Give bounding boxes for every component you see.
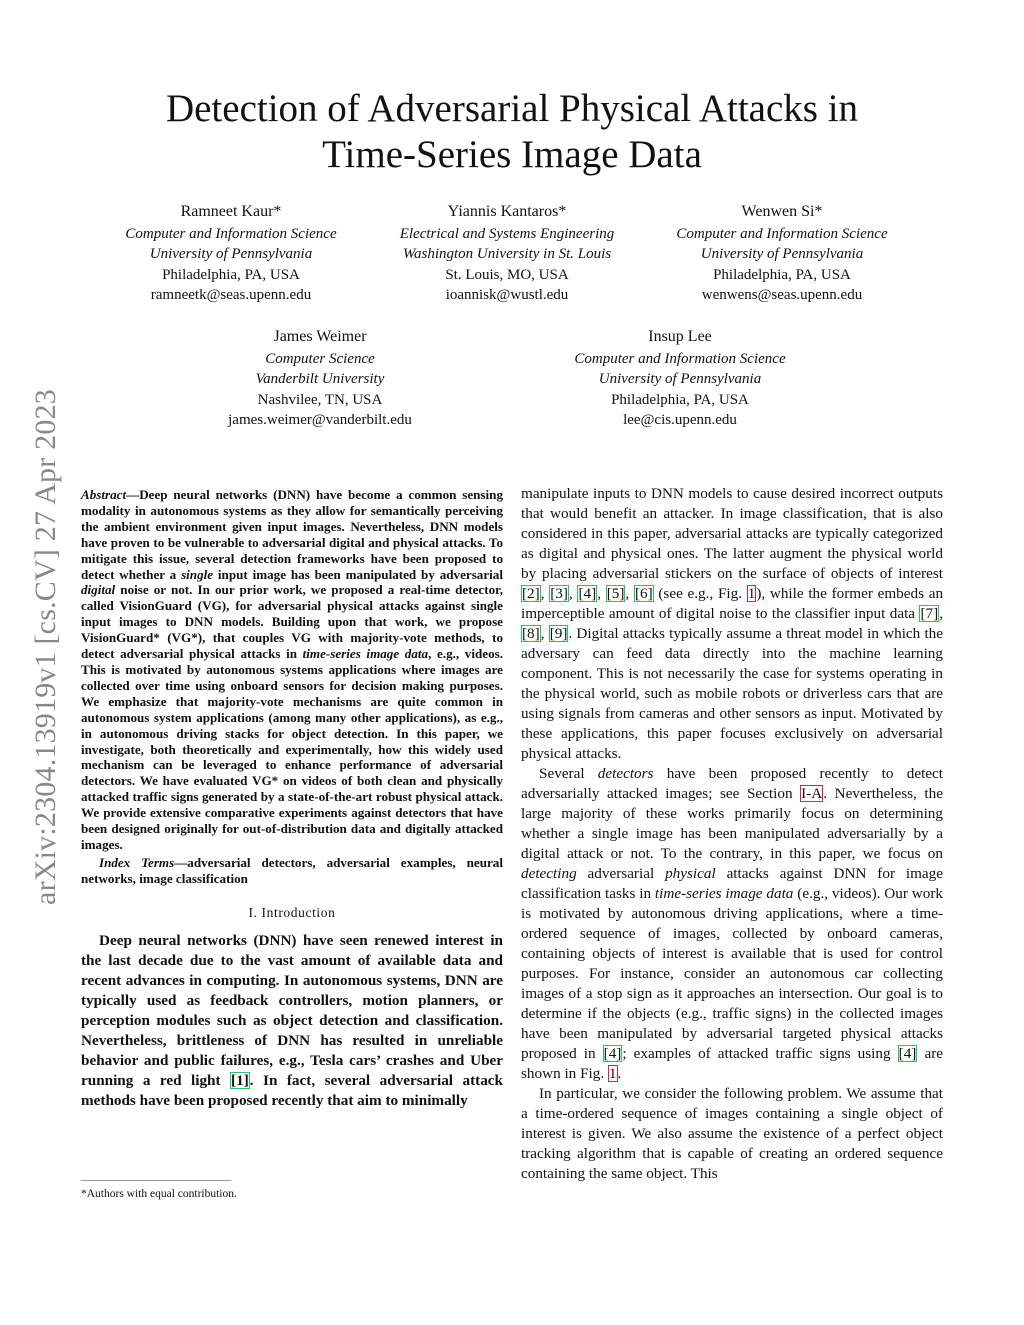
author-city: St. Louis, MO, USA bbox=[445, 266, 569, 283]
author-email[interactable]: james.weimer@vanderbilt.edu bbox=[228, 412, 412, 428]
author-univ: University of Pennsylvania bbox=[700, 246, 864, 262]
citation-link[interactable]: [9] bbox=[549, 625, 568, 642]
body-paragraph bbox=[521, 764, 943, 1084]
arxiv-id: arXiv:2304.13919v1 [cs.CV] 27 Apr 2023 bbox=[29, 389, 63, 905]
citation-link[interactable]: [4] bbox=[898, 1045, 917, 1062]
citation-link[interactable]: [7] bbox=[920, 605, 939, 622]
author-email[interactable]: lee@cis.upenn.edu bbox=[623, 412, 737, 428]
body-text: . Nevertheless, the large majority of these works primarily focus on determining whether a single image has been manipulated adversarially by a digital attack or not. To the contrary, in this paper, we focus on bbox=[521, 785, 943, 862]
author-email[interactable]: ioannisk@wustl.edu bbox=[445, 287, 569, 303]
body-text: . Digital attacks typically assume a threat model in which the adversary can feed data directly into the machine learning component. This is not necessarily the case for systems operating in the physical world, such as mobile robots or driverless cars that are using signals from cameras and other sensors as input. Motivated by these applications, this paper focuses exclusively on adversarial physical attacks. bbox=[521, 625, 943, 762]
citation-link[interactable]: [2] bbox=[522, 585, 540, 602]
index-terms-lead: Index Terms bbox=[99, 854, 175, 870]
author-univ: University of Pennsylvania bbox=[149, 246, 313, 262]
body-text: adversarial bbox=[576, 865, 666, 882]
footnote-rule bbox=[81, 1180, 231, 1181]
author-email[interactable]: wenwens@seas.upenn.edu bbox=[701, 287, 863, 303]
author-city: Philadelphia, PA, USA bbox=[162, 266, 300, 283]
author-city: Nashvilee, TN, USA bbox=[257, 391, 383, 408]
body-emphasis: detectors bbox=[597, 765, 654, 782]
author-dept: Computer and Information Science bbox=[574, 350, 786, 367]
body-paragraph bbox=[521, 1084, 943, 1184]
abstract-text: input image has been manipulated by adversarial bbox=[213, 566, 503, 582]
author-univ: Washington University in St. Louis bbox=[402, 246, 612, 262]
figure-link[interactable]: 1 bbox=[747, 585, 756, 602]
abstract-emphasis: digital bbox=[81, 582, 116, 598]
left-column bbox=[81, 487, 503, 1111]
arxiv-stamp bbox=[18, 352, 74, 942]
citation-link[interactable]: [1] bbox=[231, 1071, 249, 1089]
author-name: Yiannis Kantaros* bbox=[447, 203, 567, 220]
body-text: manipulate inputs to DNN models to cause desired incorrect outputs that would benefit an attacker. In image classification, that is also considered in this paper, adversarial attacks are typically categorized as digital and physical ones. The latter augment the physical world by placing adversarial stickers on the surface of objects of interest bbox=[521, 485, 943, 582]
body-text: (e.g., videos). Our work is motivated by autonomous driving applications, where a time-ordered sequence of images, collected by onboard cameras, containing objects of interest is available that is used for control purposes. For instance, consider an autonomous car collecting images of a stop sign as it approaches an intersection. Our goal is to determine if the objects (e.g., traffic signs) in the collected images have been manipulated by adversarial targeted physical attacks proposed in bbox=[521, 885, 943, 1062]
author-name: James Weimer bbox=[273, 328, 367, 345]
index-terms-text: —adversarial detectors, adversarial examples, neural networks, image classification bbox=[81, 854, 503, 886]
title-line-2: Time-Series Image Data bbox=[322, 133, 702, 176]
body-text: In particular, we consider the following problem. We assume that a time-ordered sequence of images containing a single object of interest is given. We also assume the existence of a perfect object tracking algorithm that is capable of creating an ordered sequence containing the same object. This bbox=[521, 1085, 943, 1182]
abstract-text: noise or not. In our prior work, we proposed a real-time detector, called VisionGuard (VG), for adversarial physical attacks against single input images to DNN models. Building upon that work, we propose VisionGuard* (VG*), that couples VG with majority-vote methods, to detect adversarial physical attacks in bbox=[81, 582, 503, 662]
body-text: ; examples of attacked traffic signs using bbox=[622, 1045, 898, 1062]
body-text: (see e.g., Fig. bbox=[653, 585, 747, 602]
body-text: Several bbox=[539, 765, 598, 782]
citation-link[interactable]: [5] bbox=[606, 585, 625, 602]
section-heading: I. Introduction bbox=[248, 904, 336, 920]
body-text: are shown in Fig. bbox=[521, 1045, 943, 1082]
author-city: Philadelphia, PA, USA bbox=[713, 266, 851, 283]
author-dept: Computer Science bbox=[265, 350, 375, 367]
author-block-1 bbox=[81, 202, 381, 306]
citation-link[interactable]: [6] bbox=[634, 585, 653, 602]
intro-text: Deep neural networks (DNN) have seen renewed interest in the last decade due to the vast amount of available data and recent advances in computing. In autonomous systems, DNN are typically used as feedback controllers, motion planners, or perception modules such as object detection and classification. Nevertheless, brittleness of DNN has resulted in unreliable behavior and public failures, e.g., Tesla cars’ crashes and Uber running a red light bbox=[81, 931, 503, 1089]
author-block-2 bbox=[357, 202, 657, 306]
abstract-emphasis: single bbox=[181, 566, 214, 582]
abstract-text: —Deep neural networks (DNN) have become a common sensing modality in autonomous systems as they allow for semantically perceiving the ambient environment given input images. Nevertheless, DNN models have proven to be vulnerable to adversarial digital and physical attacks. To mitigate this issue, several detection frameworks have been proposed to detect whether a bbox=[81, 487, 503, 582]
author-dept: Electrical and Systems Engineering bbox=[399, 225, 615, 242]
abstract-text: , e.g., videos. This is motivated by autonomous systems applications where images are collected over time using onboard sensors for decision making purposes. We emphasize that majority-vote mechanisms are quite common in autonomous system applications (among many other applications), as e.g., in autonomous driving stacks for object detection. In this paper, we investigate, both theoretically and experimentally, how this widely used mechanism can be leveraged to enhance performance of adversarial detectors. We have evaluated VG* on videos of both clean and physically attacked traffic signs generated by a state-of-the-art robust physical attack. We provide extensive comparative experiments against detectors that have been designed originally for out-of-distribution data and digitally attacked images. bbox=[81, 646, 503, 852]
body-emphasis: detecting bbox=[521, 865, 577, 882]
body-paragraph: manipulate inputs to DNN models to cause desired incorrect outputs that would benefit an attacker. In image classification, that is also considered in this paper, adversarial attacks are typically categorized as digital and physical ones. The latter augment the physical world by placing adversarial stickers on the surface of objects of interest [2], [3], [4], [5], [6] (see e.g., Fig. 1), while the former embeds an imperceptible amount of digital noise to the classifier input data [7], [8], [9]. Digital attacks typically assume a threat model in which the adversary can feed data directly into the machine learning component. This is not necessarily the case for systems operating in the physical world, such as mobile robots or driverless cars that are using signals from cameras and other sensors as input. Motivated by these applications, this paper focuses exclusively on adversarial physical attacks. bbox=[521, 485, 944, 762]
footnote: *Authors with equal contribution. bbox=[81, 1188, 237, 1200]
author-email[interactable]: ramneetk@seas.upenn.edu bbox=[150, 287, 312, 303]
citation-link[interactable]: [8] bbox=[522, 625, 540, 642]
author-block-3 bbox=[632, 202, 932, 306]
right-column bbox=[521, 484, 943, 1184]
figure-link[interactable]: 1 bbox=[608, 1065, 617, 1082]
body-text: ), while the former embeds an imperceptible amount of digital noise to the classifier input data bbox=[521, 585, 944, 622]
body-text: have been proposed recently to detect adversarially attacked images; see Section bbox=[521, 765, 943, 802]
index-terms bbox=[81, 855, 503, 887]
section-link[interactable]: I-A bbox=[801, 785, 823, 802]
abstract-emphasis: time-series image data bbox=[302, 646, 429, 662]
abstract bbox=[81, 487, 503, 853]
author-univ: University of Pennsylvania bbox=[598, 371, 762, 387]
introduction bbox=[81, 931, 503, 1111]
body-emphasis: time-series image data bbox=[654, 885, 794, 902]
paper-title bbox=[100, 86, 924, 178]
body-text: . bbox=[617, 1065, 622, 1082]
author-name: Insup Lee bbox=[648, 328, 712, 345]
author-dept: Computer and Information Science bbox=[676, 225, 888, 242]
intro-text: . In fact, several adversarial attack methods have been proposed recently that aim to minimally bbox=[81, 1071, 503, 1109]
author-city: Philadelphia, PA, USA bbox=[611, 391, 749, 408]
body-emphasis: physical bbox=[665, 865, 716, 882]
citation-link[interactable]: [4] bbox=[578, 585, 597, 602]
abstract-lead: Abstract bbox=[81, 487, 127, 502]
author-univ: Vanderbilt University bbox=[255, 371, 385, 387]
author-dept: Computer and Information Science bbox=[125, 225, 337, 242]
author-block-5 bbox=[530, 327, 830, 431]
author-block-4 bbox=[170, 327, 470, 431]
body-text: attacks against DNN for image classification tasks in bbox=[521, 865, 944, 902]
citation-link[interactable]: [3] bbox=[550, 585, 568, 602]
citation-link[interactable]: [4] bbox=[603, 1045, 622, 1062]
author-name: Wenwen Si* bbox=[741, 203, 823, 220]
intro-paragraph bbox=[81, 931, 503, 1111]
title-line-1: Detection of Adversarial Physical Attacks in bbox=[165, 87, 859, 130]
author-name: Ramneet Kaur* bbox=[180, 203, 282, 220]
